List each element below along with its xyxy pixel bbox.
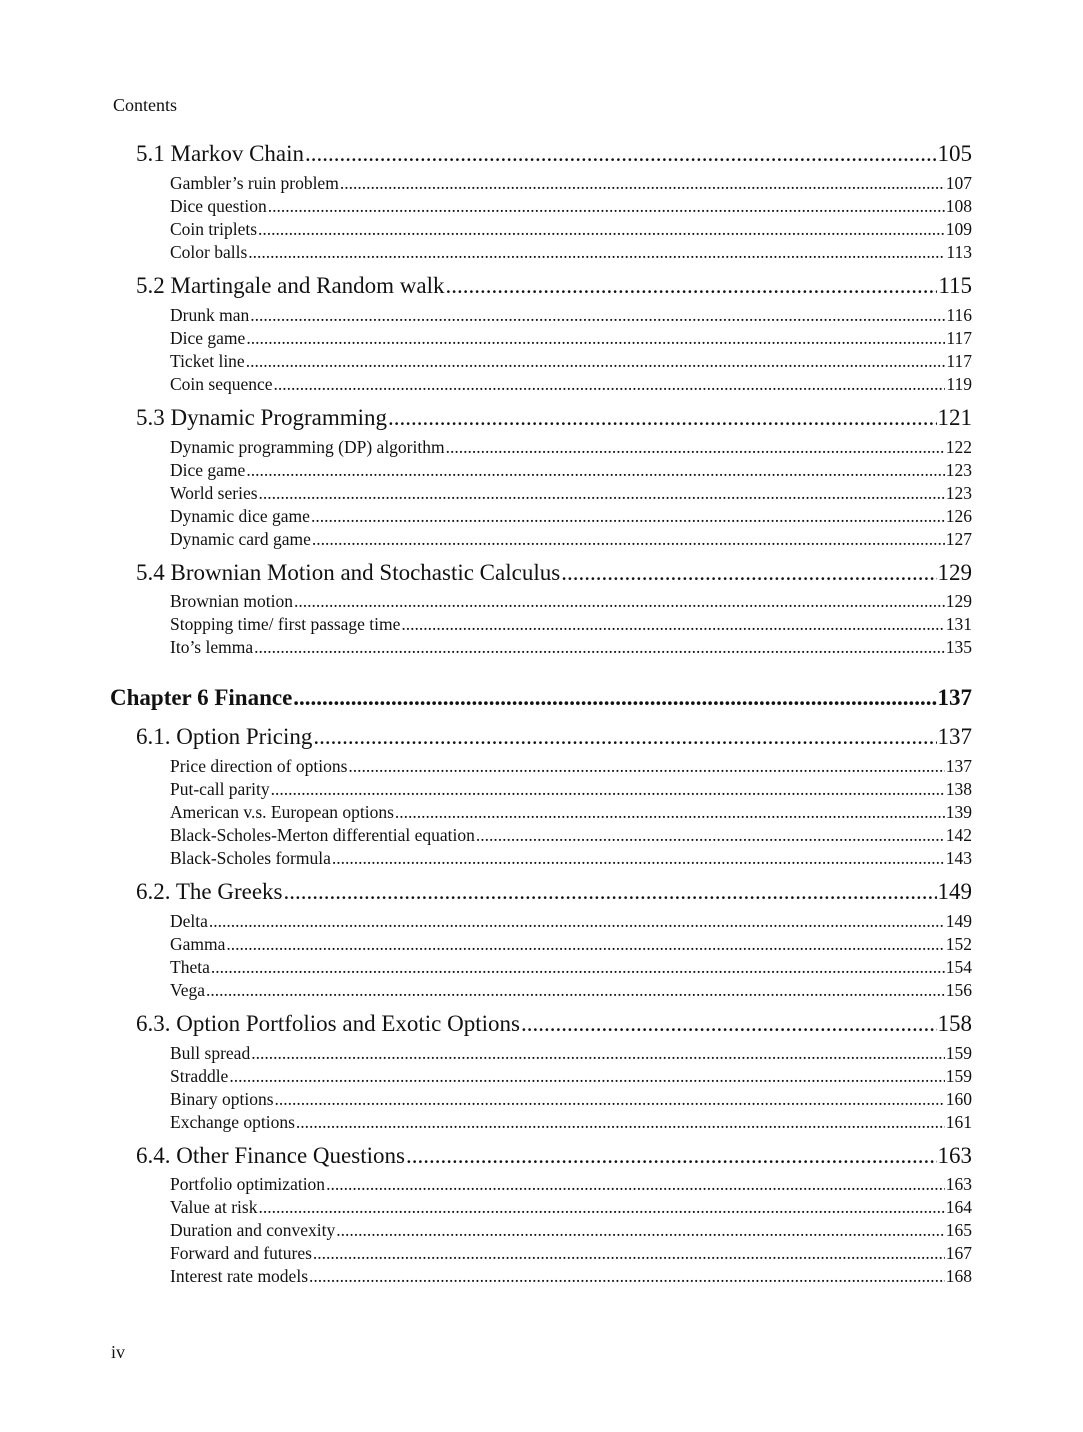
dot-leader — [229, 1066, 944, 1087]
toc-entry-page: 149 — [945, 911, 972, 931]
dot-leader — [283, 879, 936, 905]
toc-entry-sub — [170, 1066, 972, 1087]
toc-entry-title: Color balls — [170, 242, 248, 262]
toc-entry-sub — [170, 506, 972, 527]
toc-entry-title: Dynamic dice game — [170, 506, 310, 526]
toc-entry-title: Gamma — [170, 934, 226, 954]
toc-entry-page: 161 — [945, 1112, 972, 1132]
toc-entry-title: Stopping time/ first passage time — [170, 614, 401, 634]
toc-entry-title: World series — [170, 483, 258, 503]
toc-entry-section — [136, 141, 972, 167]
dot-leader — [311, 506, 945, 527]
toc-entry-page: 108 — [945, 196, 972, 216]
toc-entry-title: Brownian motion — [170, 591, 293, 611]
toc-entry-sub — [170, 1112, 972, 1133]
toc-entry-sub — [170, 957, 972, 978]
dot-leader — [296, 1112, 945, 1133]
dot-leader — [206, 980, 945, 1001]
toc-entry-page: 168 — [945, 1266, 972, 1286]
toc-entry-page: 156 — [945, 980, 972, 1000]
toc-entry-sub — [170, 980, 972, 1001]
dot-leader — [446, 437, 945, 458]
toc-entry-page: 116 — [946, 305, 972, 325]
toc-entry-page: 165 — [945, 1220, 972, 1240]
toc-entry-page: 163 — [937, 1143, 972, 1168]
toc-entry-sub — [170, 305, 972, 326]
toc-entry-page: 137 — [945, 756, 972, 776]
toc-entry-title: Dice game — [170, 460, 246, 480]
toc-entry-page: 107 — [945, 173, 972, 193]
toc-entry-title: Dice game — [170, 328, 246, 348]
dot-leader — [211, 957, 945, 978]
dot-leader — [246, 328, 945, 349]
toc-entry-page: 109 — [945, 219, 972, 239]
dot-leader — [446, 273, 938, 299]
toc-entry-page: 163 — [945, 1174, 972, 1194]
toc-entry-page: 159 — [945, 1043, 972, 1063]
toc-entry-sub — [170, 173, 972, 194]
toc-entry-sub — [170, 219, 972, 240]
toc-entry-sub — [170, 460, 972, 481]
dot-leader — [250, 305, 945, 326]
toc-entry-title: 5.2 Martingale and Random walk — [136, 273, 445, 298]
toc-entry-sub — [170, 351, 972, 372]
toc-entry-title: Gambler’s ruin problem — [170, 173, 339, 193]
toc-entry-page: 167 — [945, 1243, 972, 1263]
toc-entry-title: Duration and convexity — [170, 1220, 336, 1240]
toc-entry-page: 122 — [945, 437, 972, 457]
toc-entry-page: 105 — [937, 141, 972, 166]
dot-leader — [476, 825, 945, 846]
toc-entry-sub — [170, 756, 972, 777]
toc-entry-title: Ito’s lemma — [170, 637, 254, 657]
toc-entry-title: Black-Scholes-Merton differential equation — [170, 825, 475, 845]
toc-entry-sub — [170, 242, 972, 263]
toc-entry-title: 6.4. Other Finance Questions — [136, 1143, 405, 1168]
toc-entry-title: American v.s. European options — [170, 802, 394, 822]
toc-entry-title: Straddle — [170, 1066, 229, 1086]
toc-entry-title: 5.3 Dynamic Programming — [136, 405, 388, 430]
toc-entry-page: 123 — [945, 483, 972, 503]
toc-entry-title: Binary options — [170, 1089, 274, 1109]
dot-leader — [254, 637, 945, 658]
dot-leader — [336, 1220, 945, 1241]
dot-leader — [401, 614, 944, 635]
toc-entry-page: 152 — [945, 934, 972, 954]
toc-entry-title: Drunk man — [170, 305, 250, 325]
toc-entry-section — [136, 1011, 972, 1037]
toc-entry-sub — [170, 328, 972, 349]
toc-entry-page: 127 — [945, 529, 972, 549]
toc-entry-title: Price direction of options — [170, 756, 348, 776]
toc-entry-title: Ticket line — [170, 351, 245, 371]
toc-entry-sub — [170, 614, 972, 635]
dot-leader — [406, 1143, 937, 1169]
dot-leader — [521, 1011, 937, 1037]
dot-leader — [275, 1089, 945, 1110]
toc-entry-title: 6.3. Option Portfolios and Exotic Options — [136, 1011, 520, 1036]
toc-entry-page: 164 — [945, 1197, 972, 1217]
toc-entry-section — [136, 1143, 972, 1169]
toc-entry-title: Bull spread — [170, 1043, 251, 1063]
toc-entry-section — [136, 405, 972, 431]
dot-leader — [312, 529, 945, 550]
toc-entry-section — [136, 724, 972, 750]
toc-entry-title: 5.4 Brownian Motion and Stochastic Calculus — [136, 560, 561, 585]
toc-entry-page: 113 — [946, 242, 972, 262]
dot-leader — [293, 685, 936, 711]
toc-entry-page: 139 — [945, 802, 972, 822]
toc-entry-sub — [170, 802, 972, 823]
toc-entry-page: 119 — [946, 374, 972, 394]
dot-leader — [274, 374, 946, 395]
toc-entry-page: 137 — [937, 724, 972, 749]
toc-entry-page: 126 — [945, 506, 972, 526]
toc-entry-page: 129 — [945, 591, 972, 611]
toc-entry-sub — [170, 825, 972, 846]
toc-entry-page: 131 — [945, 614, 972, 634]
dot-leader — [348, 756, 944, 777]
toc-entry-section — [136, 273, 972, 299]
toc-entry-chapter — [110, 685, 972, 711]
toc-entry-sub — [170, 637, 972, 658]
toc-entry-sub — [170, 437, 972, 458]
toc-entry-sub — [170, 1243, 972, 1264]
dot-leader — [251, 1043, 945, 1064]
dot-leader — [313, 1243, 945, 1264]
dot-leader — [271, 779, 945, 800]
dot-leader — [259, 483, 945, 504]
toc-entry-sub — [170, 934, 972, 955]
dot-leader — [248, 242, 945, 263]
dot-leader — [268, 196, 945, 217]
toc-entry-title: Exchange options — [170, 1112, 295, 1132]
toc-entry-page: 121 — [937, 405, 972, 430]
toc-entry-section — [136, 879, 972, 905]
toc-entry-title: Theta — [170, 957, 210, 977]
toc-entry-page: 129 — [937, 560, 972, 585]
toc-entry-title: Black-Scholes formula — [170, 848, 331, 868]
toc-entry-title: Dice question — [170, 196, 267, 216]
toc-entry-page: 123 — [945, 460, 972, 480]
dot-leader — [246, 351, 946, 372]
toc-entry-page: 117 — [946, 328, 972, 348]
dot-leader — [340, 173, 945, 194]
toc-entry-page: 138 — [945, 779, 972, 799]
dot-leader — [395, 802, 945, 823]
toc-entry-page: 115 — [938, 273, 972, 298]
toc-entry-page: 135 — [945, 637, 972, 657]
dot-leader — [246, 460, 944, 481]
toc-entry-title: Portfolio optimization — [170, 1174, 326, 1194]
toc-entry-page: 117 — [946, 351, 972, 371]
toc-entry-title: Coin triplets — [170, 219, 258, 239]
dot-leader — [326, 1174, 945, 1195]
toc-entry-page: 137 — [937, 685, 972, 710]
toc-entry-page: 142 — [945, 825, 972, 845]
toc-entry-sub — [170, 779, 972, 800]
toc-entry-section — [136, 560, 972, 586]
toc-entry-title: 5.1 Markov Chain — [136, 141, 305, 166]
dot-leader — [305, 141, 936, 167]
toc-entry-title: Interest rate models — [170, 1266, 309, 1286]
dot-leader — [313, 724, 936, 750]
toc-entry-title: Chapter 6 Finance — [110, 685, 293, 710]
dot-leader — [258, 1197, 944, 1218]
toc-entry-page: 149 — [937, 879, 972, 904]
toc-entry-title: Forward and futures — [170, 1243, 312, 1263]
page-number: iv — [111, 1342, 126, 1362]
toc-entry-sub — [170, 1089, 972, 1110]
toc-entry-page: 143 — [945, 848, 972, 868]
dot-leader — [332, 848, 945, 869]
toc-entry-page: 159 — [945, 1066, 972, 1086]
toc-entry-title: Value at risk — [170, 1197, 258, 1217]
toc-entry-sub — [170, 1266, 972, 1287]
dot-leader — [294, 591, 945, 612]
toc-entry-title: Delta — [170, 911, 208, 931]
toc-entry-sub — [170, 1043, 972, 1064]
toc-entry-title: 6.1. Option Pricing — [136, 724, 313, 749]
dot-leader — [258, 219, 945, 240]
toc-entry-sub — [170, 1174, 972, 1195]
toc-entry-sub — [170, 1220, 972, 1241]
toc-entry-title: Dynamic card game — [170, 529, 311, 549]
toc-entry-sub — [170, 483, 972, 504]
toc-entry-title: Vega — [170, 980, 205, 1000]
toc-entry-title: Dynamic programming (DP) algorithm — [170, 437, 445, 457]
toc-entry-sub — [170, 374, 972, 395]
toc-entry-page: 160 — [945, 1089, 972, 1109]
toc-entry-title: Coin sequence — [170, 374, 273, 394]
toc-entry-sub — [170, 1197, 972, 1218]
toc-entry-title: Put-call parity — [170, 779, 270, 799]
running-head: Contents — [113, 95, 178, 115]
toc-entry-title: 6.2. The Greeks — [136, 879, 283, 904]
toc-entry-sub — [170, 529, 972, 550]
dot-leader — [209, 911, 945, 932]
toc-entry-sub — [170, 911, 972, 932]
toc-entry-sub — [170, 591, 972, 612]
toc-entry-sub — [170, 848, 972, 869]
toc-entry-page: 154 — [945, 957, 972, 977]
toc-entry-page: 158 — [937, 1011, 972, 1036]
dot-leader — [388, 405, 936, 431]
toc-entry-sub — [170, 196, 972, 217]
dot-leader — [561, 560, 936, 586]
dot-leader — [309, 1266, 945, 1287]
dot-leader — [226, 934, 944, 955]
